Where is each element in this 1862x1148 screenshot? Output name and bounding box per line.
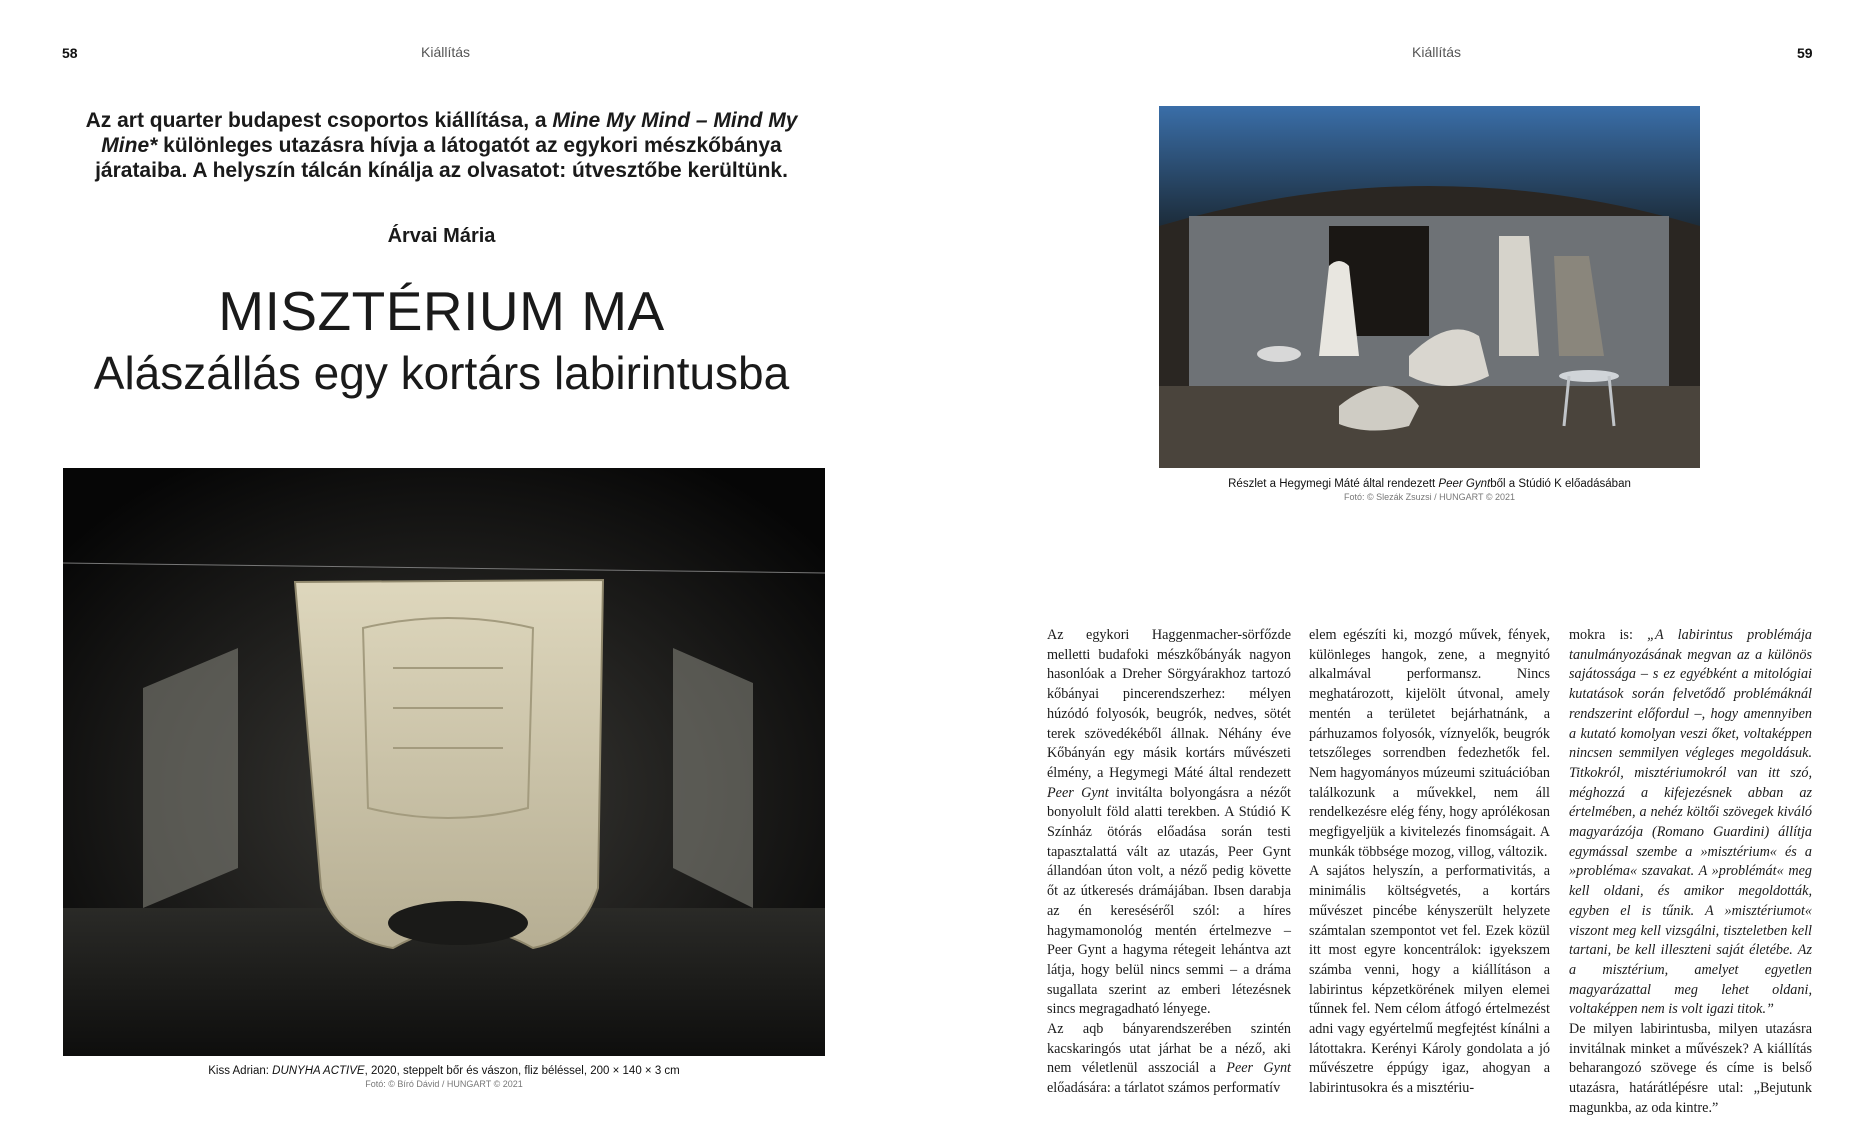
- article-subtitle: Alászállás egy kortárs labirintusba: [93, 347, 790, 399]
- performance-photo-credit: Fotó: © Slezák Zsuzsi / HUNGART © 2021: [1344, 492, 1515, 502]
- caption-prefix: Kiss Adrian:: [208, 1065, 273, 1077]
- article-title: MISZTÉRIUM MA: [218, 280, 665, 342]
- performance-photo: [1159, 106, 1700, 468]
- body-column-3: [1569, 626, 1812, 1119]
- lead-paragraph: [60, 108, 823, 183]
- text-run: invitálta bolyongásra a nézőt bonyolult föld alatti terekben. A Stúdió K Színház ötórás előadása során testi tapasztalattá vált az utazás, Peer Gynt állandóan úton volt, a néző pedig követte őt az útkeresés drámájában. Ibsen darabja az én kereséséről szól: a híres hagymamonológ mentén értelmezve – Peer Gynt a hagyma rétegeit lehántva azt látja, hogy belül nincs semmi – a dráma sugallata szerint az emberi létezésnek sincs megragadható lényege.: [1047, 784, 1291, 1018]
- lead-part2: különleges utazásra hívja a látogatót az egykori mészkőbánya járataiba. A helyszín tálcán kínálja az olvasatot: útvesztőbe kerültünk.: [95, 134, 788, 182]
- body-paragraph: [1047, 626, 1291, 1020]
- artwork-photo: [63, 468, 825, 1056]
- author-name: Árvai Mária: [387, 225, 496, 247]
- performance-caption: [1159, 478, 1700, 490]
- artwork-caption: [63, 1065, 825, 1077]
- body-paragraph: [1047, 1020, 1291, 1099]
- artwork-photo-credit: Fotó: © Bíró Dávid / HUNGART © 2021: [365, 1079, 523, 1089]
- performance-caption-block: [1159, 478, 1700, 502]
- artwork-photo-illustration: [63, 468, 825, 1056]
- right-page-number: 59: [1797, 45, 1813, 61]
- caption-artwork-title: DUNYHA ACTIVE: [272, 1065, 365, 1077]
- caption-suffix: , 2020, steppelt bőr és vászon, fliz béléssel, 200 × 140 × 3 cm: [364, 1065, 680, 1077]
- text-run: mokra is:: [1569, 627, 1648, 643]
- body-column-2: [1309, 626, 1550, 1099]
- body-paragraph: De milyen labirintusba, milyen utazásra invitálnak minket a művészek? A kiállítás beharangozó szövege és címe is belső utazásra, határátlépésre utal: „Bejutunk magunkba, az oda kintre.”: [1569, 1021, 1812, 1116]
- quotation: „A labirintus problémája tanulmányozásának megvan az a különös sajátossága – s ez egyébként a mitológiai kutatások során felvetődő problémáknál rendszerint előfordul –, hogy amennyiben a kutató komolyan veszi őket, voltaképpen nincsen semmilyen végleges megoldásuk. Titkokról, misztériumokról van itt szó, méghozzá a kifejezésnek abban az értelmében, a nehéz költői szövegek kiváló magyarázója (Romano Guardini) állítja egymással szembe a »misztérium« és a »probléma« szavakat. A »problémát« meg kell oldani, és amikor megoldották, egyben el is tűnik. A »misztériumot« viszont meg kell vizsgálni, tiszteletben kell tartani, be kell illeszteni saját életébe. Az a misztérium, amelyet egyetlen magyarázattal meg lehet oldani, voltaképpen nem is volt igazi titok.”: [1569, 627, 1812, 1018]
- caption-prefix: Részlet a Hegymegi Máté által rendezett: [1228, 478, 1439, 490]
- left-section-label: Kiállítás: [421, 44, 471, 60]
- body-column-1: [1047, 626, 1291, 1099]
- artwork-caption-block: [63, 1065, 825, 1089]
- left-page-number: 58: [62, 45, 78, 61]
- body-paragraph: [1569, 626, 1812, 1020]
- body-paragraph: elem egészíti ki, mozgó művek, fények, különleges hangok, zene, a megnyitó alkalmával performansz. Nincs meghatározott, kijelölt útvonal, amely mentén a területet bejárhatnánk, a párhuzamos folyosók, víznyelők, beugrók tetszőleges sorrendben fedezhetők fel. Nem hagyományos múzeumi szituációban találkozunk a művekkel, nem áll rendelkezésre elég fény, hogy aprólékosan megfigyeljük a kivitelezés finomságait. A munkák többsége mozog, villog, változik.: [1309, 627, 1550, 860]
- play-title: Peer Gynt: [1047, 784, 1109, 801]
- play-title: Peer Gynt: [1226, 1060, 1291, 1077]
- lead-part1: Az art quarter budapest csoportos kiállítása, a: [85, 109, 553, 132]
- lead-exhibition-title: Mine My Mind – Mind My Mine*: [101, 109, 798, 157]
- text-run: Az aqb bányarendszerében szintén kacskaringós utat járhat be a néző, aki nem véletlenül asszociál a: [1047, 1021, 1291, 1077]
- right-section-label: Kiállítás: [1412, 44, 1462, 60]
- caption-suffix: ből a Stúdió K előadásában: [1490, 478, 1631, 490]
- body-paragraph: A sajátos helyszín, a performativitás, a minimális költségvetés, a kortárs művészet pincébe kényszerült helyzete számtalan szempontot vet fel. Ezek közül itt most egyre koncentrálok: igyekszem számba venni, hogy a kiállításon a labirintus képzetkörének milyen elemei tűnnek fel. Nem célom átfogó értelmezést adni vagy egyértelmű megfejtést kínálni a látottakra. Kerényi Károly gondolata a jó művészetre éppúgy igaz, ahogyan a labirintusokra és a misztériu-: [1309, 863, 1550, 1097]
- text-run: Az egykori Haggenmacher-sörfőzde melletti budafoki mészkőbányák nagyon hasonlóak a Dreher Sörgyárakhoz tartozó kőbányai pincerendszerhez: mélyen húzódó folyosók, beugrók, nedves, sötét terek szövedékéből állnak. Néhány éve Kőbányán egy másik kortárs művészeti élmény, a Hegymegi Máté által rendezett: [1047, 627, 1291, 781]
- caption-play-title: Peer Gynt: [1438, 478, 1491, 490]
- text-run: előadására: a tárlatot számos performatív: [1047, 1080, 1281, 1097]
- performance-photo-illustration: [1159, 106, 1700, 468]
